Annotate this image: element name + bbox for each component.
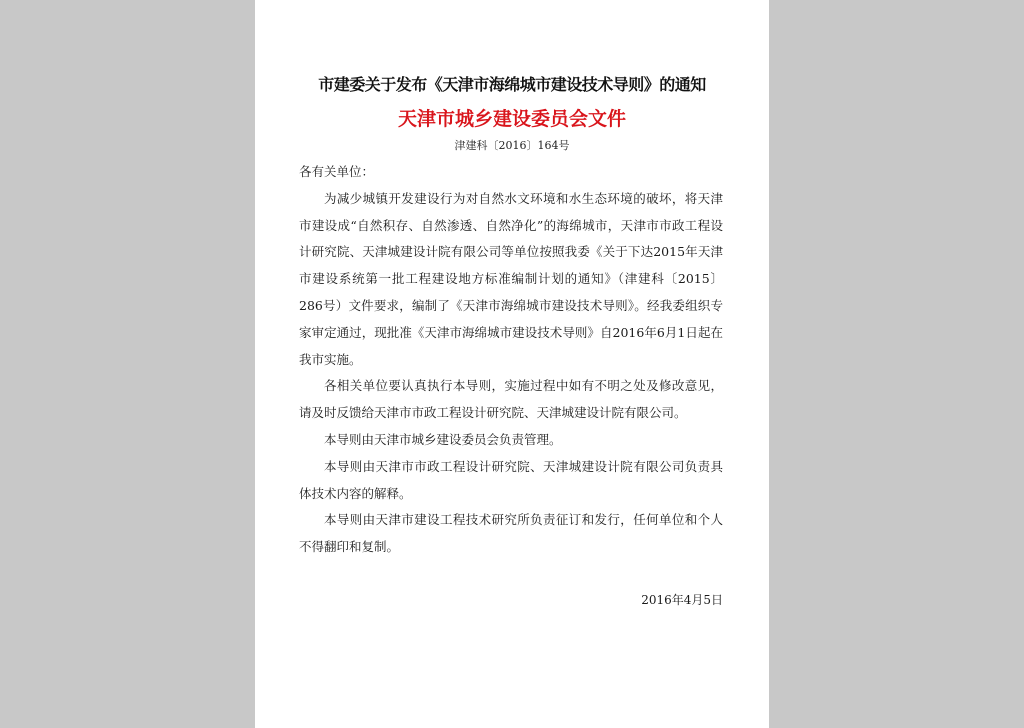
issuer-heading: 天津市城乡建设委员会文件 — [397, 108, 626, 130]
paragraph-announcement: 为减少城镇开发建设行为对自然水文环境和水生态环境的破坏，将天津市建设成“自然积存、自然渗透、自然净化”的海绵城市，天津市市政工程设计研究院、天津城建设计院有限公司等单位按照我委《关于下达2015年天津市建设系统第一批工程建设地方标准编制计划的通知》（津建科〔2015〕286号）文件要求，编制了《天津市海绵城市建设技术导则》。经我委组织专家审定通过，现批准《天津市海绵城市建设技术导则》自2016年6月1日起在我市实施。 — [299, 190, 723, 367]
paragraph-feedback: 各相关单位要认真执行本导则，实施过程中如有不明之处及修改意见，请及时反馈给天津市市政工程设计研究院、天津城建设计院有限公司。 — [299, 378, 723, 421]
document-body — [299, 159, 723, 561]
paragraph-interpretation: 本导则由天津市市政工程设计研究院、天津城建设计院有限公司负责具体技术内容的解释。 — [299, 458, 723, 501]
document-page — [255, 0, 769, 728]
paragraph-management: 本导则由天津市城乡建设委员会负责管理。 — [324, 431, 562, 447]
paragraph-distribution: 本导则由天津市建设工程技术研究所负责征订和发行，任何单位和个人不得翻印和复制。 — [299, 512, 723, 555]
document-date: 2016年4月5日 — [641, 593, 723, 607]
salutation: 各有关单位： — [299, 164, 375, 179]
document-title: 市建委关于发布《天津市海绵城市建设技术导则》的通知 — [318, 75, 706, 94]
document-number: 津建科〔2016〕164号 — [454, 139, 570, 152]
